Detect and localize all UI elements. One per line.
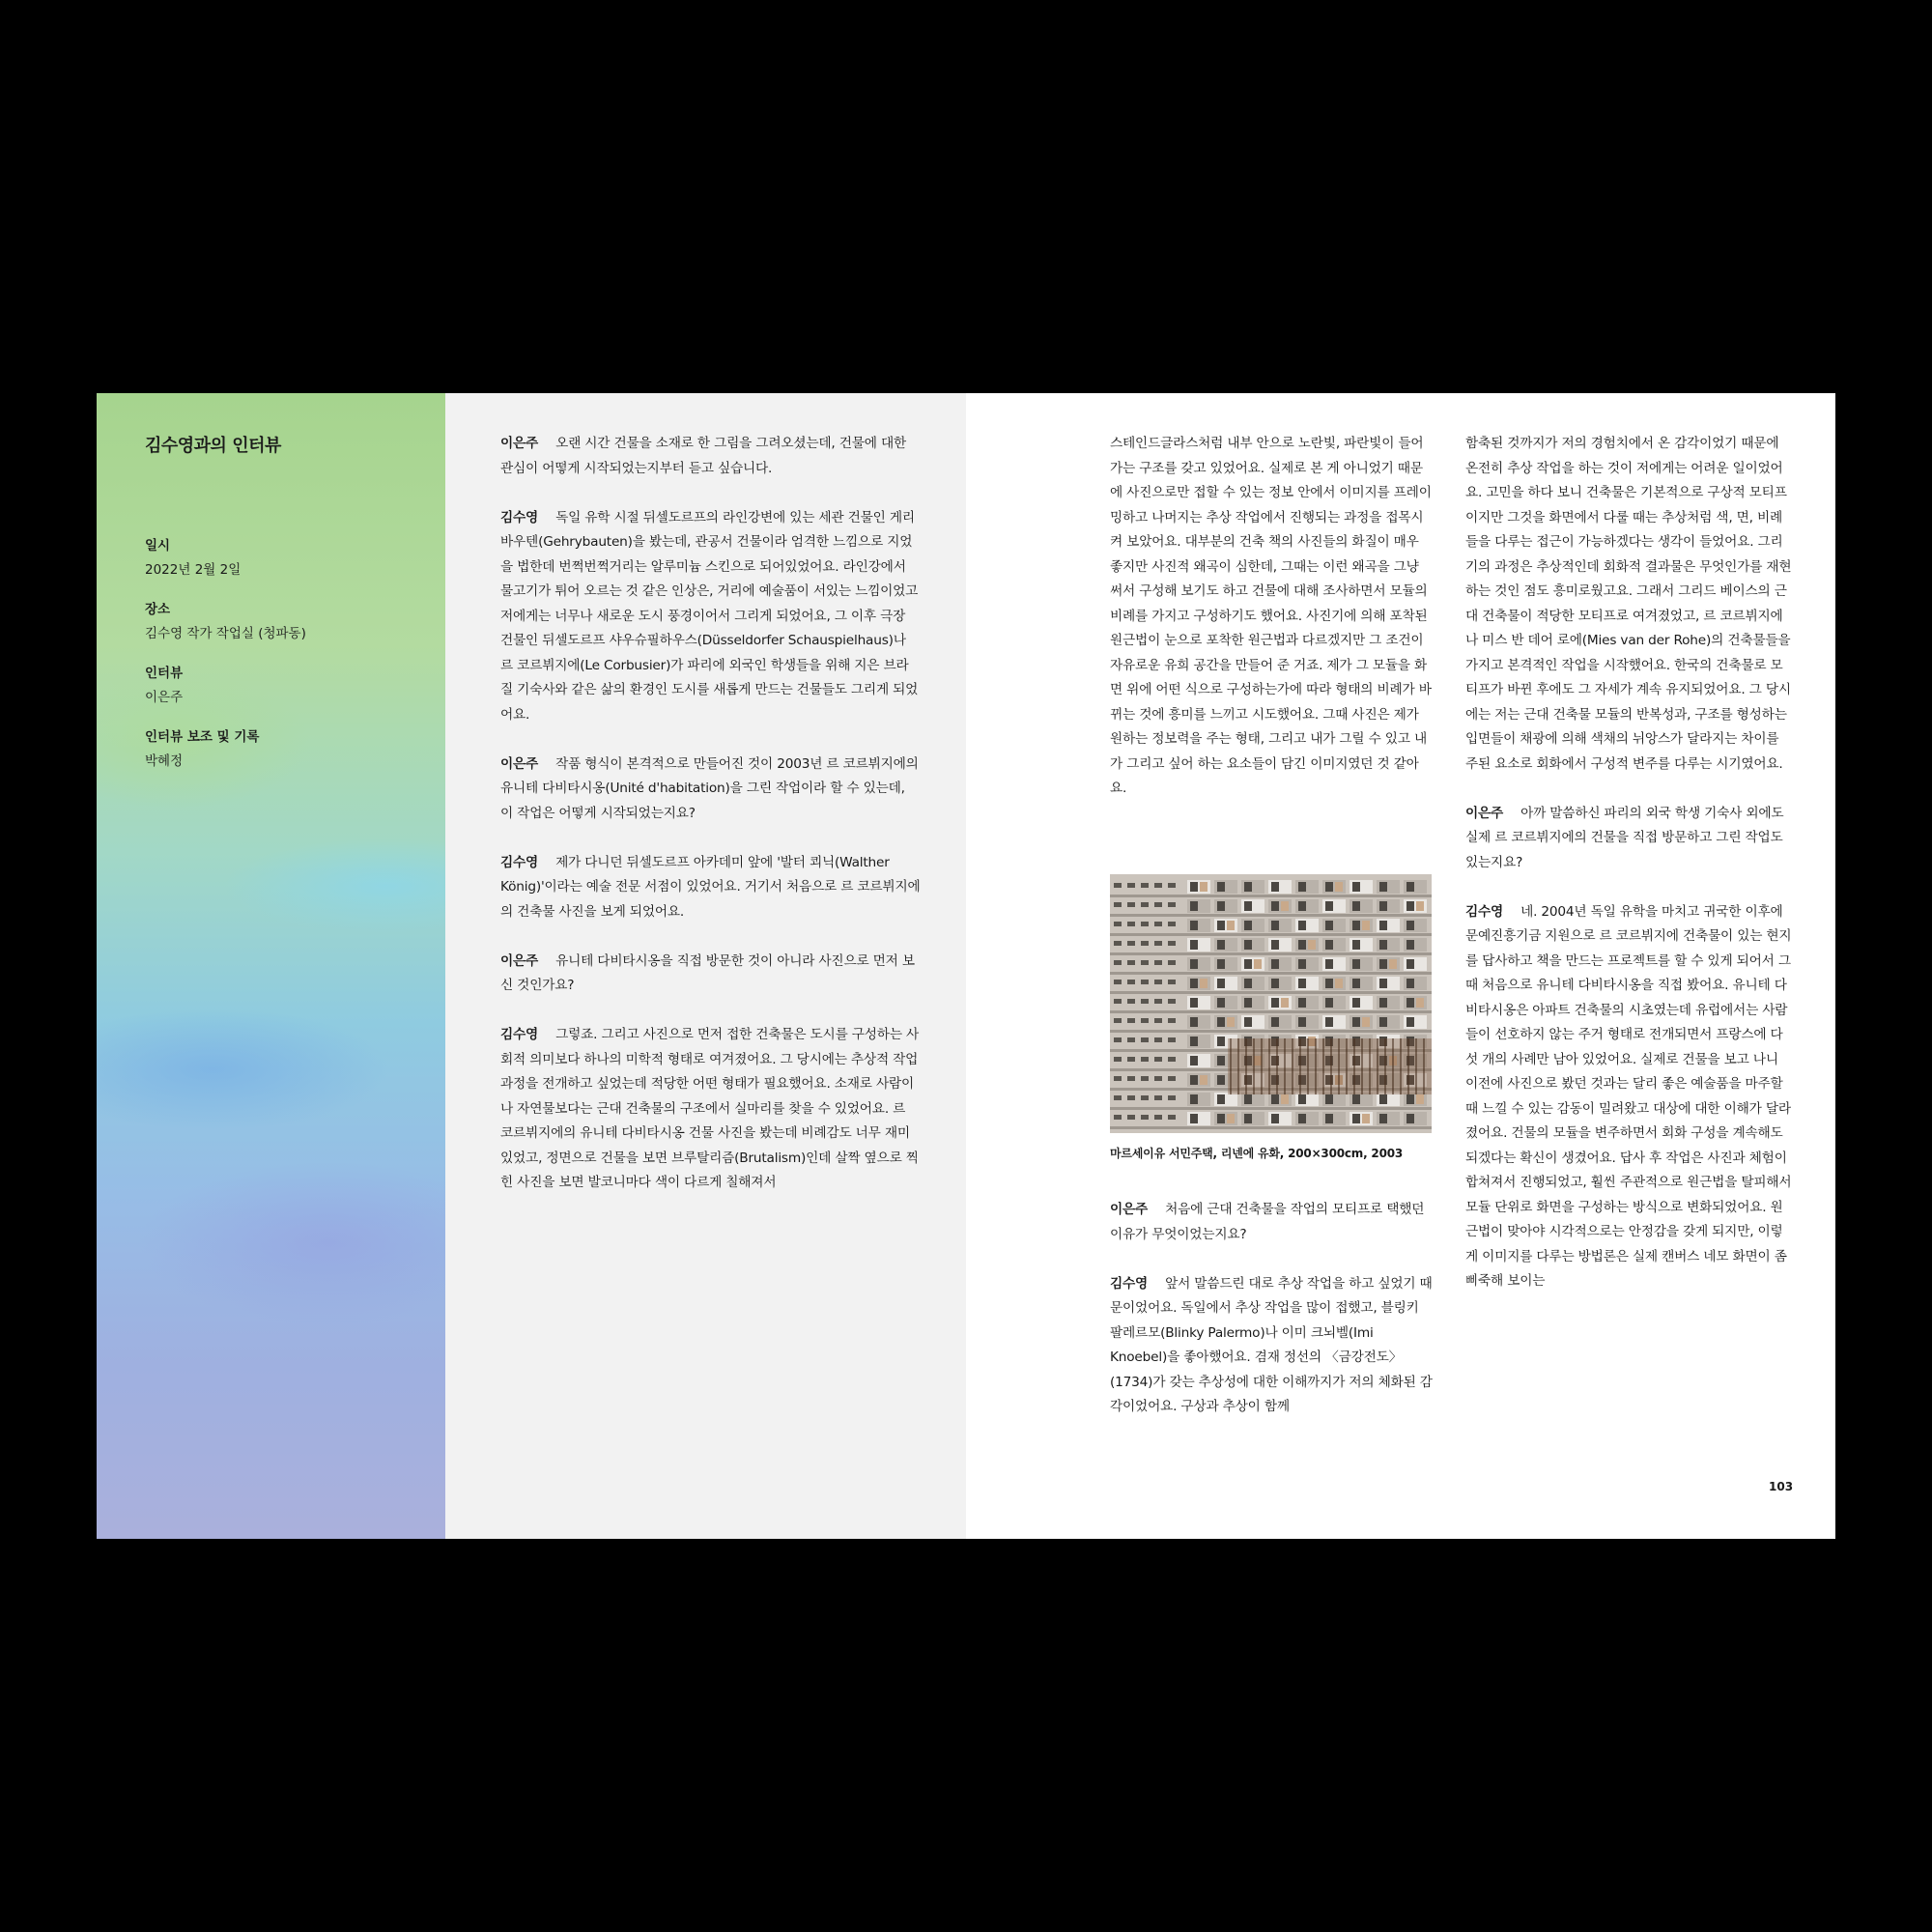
speaker-name: 이은주: [500, 436, 539, 451]
paragraph: [500, 506, 921, 728]
paragraph-text: 그렇죠. 그리고 사진으로 먼저 접한 건축물은 도시를 구성하는 사회적 의미보다 하나의 미학적 형태로 여겨졌어요. 그 당시에는 추상적 작업 과정을 전개하고 싶었는데 적당한 어떤 형태가 필요했어요. 소재로 사람이나 자연물보다는 근대 건축물의 구조에서 실마리를 찾을 수 있었어요. 르 코르뷔지에의 유니테 다비타시옹 건물 사진을 봤는데 비례감도 너무 재미있었고, 정면으로 건물을 보면 브루탈리즘(Brutalism)인데 살짝 옆으로 찍힌 사진을 보면 발코니마다 색이 다르게 칠해져서: [500, 1027, 920, 1190]
paragraph: [500, 1023, 921, 1196]
paragraph: [1465, 432, 1794, 777]
meta-date: [145, 536, 241, 580]
speaker-name: 이은주: [1110, 1202, 1149, 1217]
interview-title: 김수영과의 인터뷰: [145, 436, 281, 456]
paragraph: [1465, 900, 1794, 1294]
text-column-3: [1465, 432, 1794, 1294]
paragraph-text: 스테인드글라스처럼 내부 안으로 노란빛, 파란빛이 들어가는 구조를 갖고 있었어요. 실제로 본 게 아니었기 때문에 사진으로만 접할 수 있는 정보 안에서 이미지를 프레이밍하고 나머지는 추상 작업에서 진행되는 과정을 접목시켜 보았어요. 대부분의 건축 책의 사진들의 화질이 매우 좋지만 사진적 왜곡이 심한데, 그때는 이런 왜곡을 그냥 써서 구성해 보기도 하고 건물에 대해 조사하면서 모듈의 비례를 가지고 구성하기도 했어요. 사진기에 의해 포착된 원근법이 눈으로 포착한 원근법과 다르겠지만 그 조건이 자유로운 유희 공간을 만들어 준 거죠. 제가 그 모듈을 화면 위에 어떤 식으로 구성하는가에 따라 형태의 비례가 바뀌는 것에 흥미를 느끼고 시도했어요. 그때 사진은 제가 원하는 정보력을 주는 형태, 그리고 내가 그릴 수 있고 내가 그리고 싶어 하는 요소들이 담긴 이미지였던 것 같아요.: [1110, 436, 1432, 796]
paragraph-text: 독일 유학 시절 뒤셀도르프의 라인강변에 있는 세관 건물인 게리바우텐(Gehrybauten)을 봤는데, 관공서 건물이라 엄격한 느낌으로 지었을 법한데 번쩍번쩍거리는 알루미늄 스킨으로 되어있었어요. 라인강에서 물고기가 튀어 오르는 것 같은 인상은, 거리에 예술품이 서있는 느낌이었고 저에게는 너무나 새로운 도시 풍경이어서 그리게 되었어요, 그 이후 극장 건물인 뒤셀도르프 샤우슈필하우스(Düsseldorfer Schauspielhaus)나 르 코르뷔지에(Le Corbusier)가 파리에 외국인 학생들을 위해 지은 브라질 기숙사와 같은 삶의 환경인 도시를 새롭게 만드는 건물들도 그리게 되었어요.: [500, 509, 919, 723]
text-column-1: [500, 432, 921, 1196]
paragraph-text: 작품 형식이 본격적으로 만들어진 것이 2003년 르 코르뷔지에의 유니테 다비타시옹(Unité d'habitation)을 그린 작업이라 할 수 있는데, 이 작업은 어떻게 시작되었는지요?: [500, 755, 919, 821]
paragraph: [500, 753, 921, 827]
meta-value: 박혜정: [145, 753, 184, 769]
paragraph-text: 유니테 다비타시옹을 직접 방문한 것이 아니라 사진으로 먼저 보신 것인가요?: [500, 952, 915, 993]
speaker-name: 김수영: [500, 509, 539, 526]
paragraph-text: 아까 말씀하신 파리의 외국 학생 기숙사 외에도 실제 르 코르뷔지에의 건물을 직접 방문하고 그린 작업도 있는지요?: [1465, 805, 1784, 870]
sidebar-gradient-panel: [97, 393, 445, 1539]
meta-value: 이은주: [145, 690, 184, 705]
paragraph: [1110, 1272, 1434, 1420]
paragraph-text: 앞서 말씀드린 대로 추상 작업을 하고 싶었기 때문이었어요. 독일에서 추상 작업을 많이 접했고, 블링키 팔레르모(Blinky Palermo)나 이미 크뇌벨(Imi Knoebel)을 좋아했어요. 겸재 정선의 〈금강전도〉(1734)가 갖는 추상성에 대한 이해까지가 저의 체화된 감각이었어요. 구상과 추상이 함께: [1110, 1275, 1433, 1414]
meta-value: 김수영 작가 작업실 (청파동): [145, 626, 306, 641]
speaker-name: 김수영: [500, 854, 539, 870]
meta-label: 인터뷰: [145, 666, 184, 681]
speaker-name: 김수영: [1465, 903, 1504, 920]
painting-illustration: [1110, 874, 1432, 1133]
paragraph: [1465, 802, 1794, 876]
speaker-name: 이은주: [1465, 805, 1504, 821]
speaker-name: 김수영: [1110, 1275, 1149, 1292]
meta-assistant: [145, 727, 259, 771]
paragraph: [500, 950, 921, 999]
paragraph-text: 네. 2004년 독일 유학을 마치고 귀국한 이후에 문예진흥기금 지원으로 르 코르뷔지에 건축물이 있는 현지를 답사하고 책을 만드는 프로젝트를 할 수 있게 되어서 그때 처음으로 유니테 다비타시옹을 직접 봤어요. 유니테 다비타시옹은 아파트 건축물의 시초였는데 유럽에서는 사람들이 선호하지 않는 주거 형태로 전개되면서 프랑스에 다섯 개의 사례만 남아 있었어요. 실제로 건물을 보고 나니 이전에 사진으로 봤던 것과는 달리 좋은 예술품을 마주할 때 느낄 수 있는 감동이 밀려왔고 대상에 대한 이해가 달라졌어요. 건물의 모듈을 변주하면서 회화 구성을 계속해도 되겠다는 확신이 생겼어요. 답사 후 작업은 사진과 체험이 합쳐져서 진행되었고, 훨씬 주관적으로 원근법을 탈피해서 모듈 단위로 화면을 구성하는 방식으로 변화되었어요. 원근법이 맞아야 시각적으로는 안정감을 갖게 되지만, 이렇게 이미지를 다루는 방법론은 실제 캔버스 네모 화면이 좀 삐죽해 보이는: [1465, 903, 1792, 1289]
speaker-name: 이은주: [500, 755, 539, 772]
paragraph-text: 제가 다니던 뒤셀도르프 아카데미 앞에 '발터 쾨닉(Walther König)'이라는 예술 전문 서점이 있었어요. 거기서 처음으로 르 코르뷔지에의 건축물 사진을 보게 되었어요.: [500, 854, 921, 920]
paragraph: [1110, 432, 1434, 802]
paragraph: [1110, 1198, 1434, 1247]
meta-place: [145, 600, 306, 643]
meta-label: 일시: [145, 538, 171, 554]
figure-caption: 마르세이유 서민주택, 리넨에 유화, 200×300cm, 2003: [1110, 1147, 1404, 1160]
book-spread: [97, 393, 1835, 1539]
text-column-2: [1110, 432, 1434, 802]
page-number: 103: [1769, 1480, 1794, 1493]
speaker-name: 김수영: [500, 1027, 539, 1042]
paragraph-text: 처음에 근대 건축물을 작업의 모티프로 택했던 이유가 무엇이었는지요?: [1110, 1202, 1425, 1242]
text-column-2-lower: [1110, 1198, 1434, 1420]
speaker-name: 이은주: [500, 952, 539, 969]
meta-interviewer: [145, 664, 183, 707]
paragraph: [500, 432, 921, 481]
paragraph: [500, 851, 921, 925]
paragraph-text: 함축된 것까지가 저의 경험치에서 온 감각이었기 때문에 온전히 추상 작업을 하는 것이 저에게는 어려운 일이었어요. 고민을 하다 보니 건축물은 기본적으로 구상적 모티프이지만 그것을 화면에서 다룰 때는 추상처럼 색, 면, 비례들을 다루는 접근이 가능하겠다는 생각이 들었어요. 그리기의 과정은 추상적인데 회화적 결과물은 무엇인가를 재현하는 것인 점도 흥미로웠고요. 그래서 그리드 베이스의 근대 건축물이 적당한 모티프로 여겨졌었고, 르 코르뷔지에나 미스 반 데어 로에(Mies van der Rohe)의 건축물들을 가지고 본격적인 작업을 시작했어요. 한국의 건축물로 모티프가 바뀐 후에도 그 자세가 계속 유지되었어요. 그 당시에는 저는 근대 건축물 모듈의 반복성과, 구조를 형성하는 입면들이 채광에 의해 색채의 뉘앙스가 달라지는 차이를 주된 요소로 회화에서 구성적 변주를 다루는 시기였어요.: [1465, 436, 1792, 772]
meta-label: 장소: [145, 602, 171, 617]
paragraph-text: 오랜 시간 건물을 소재로 한 그림을 그려오셨는데, 건물에 대한 관심이 어떻게 시작되었는지부터 듣고 싶습니다.: [500, 436, 906, 476]
building-painting-image: [1110, 874, 1432, 1133]
meta-value: 2022년 2월 2일: [145, 562, 242, 578]
meta-label: 인터뷰 보조 및 기록: [145, 729, 260, 745]
